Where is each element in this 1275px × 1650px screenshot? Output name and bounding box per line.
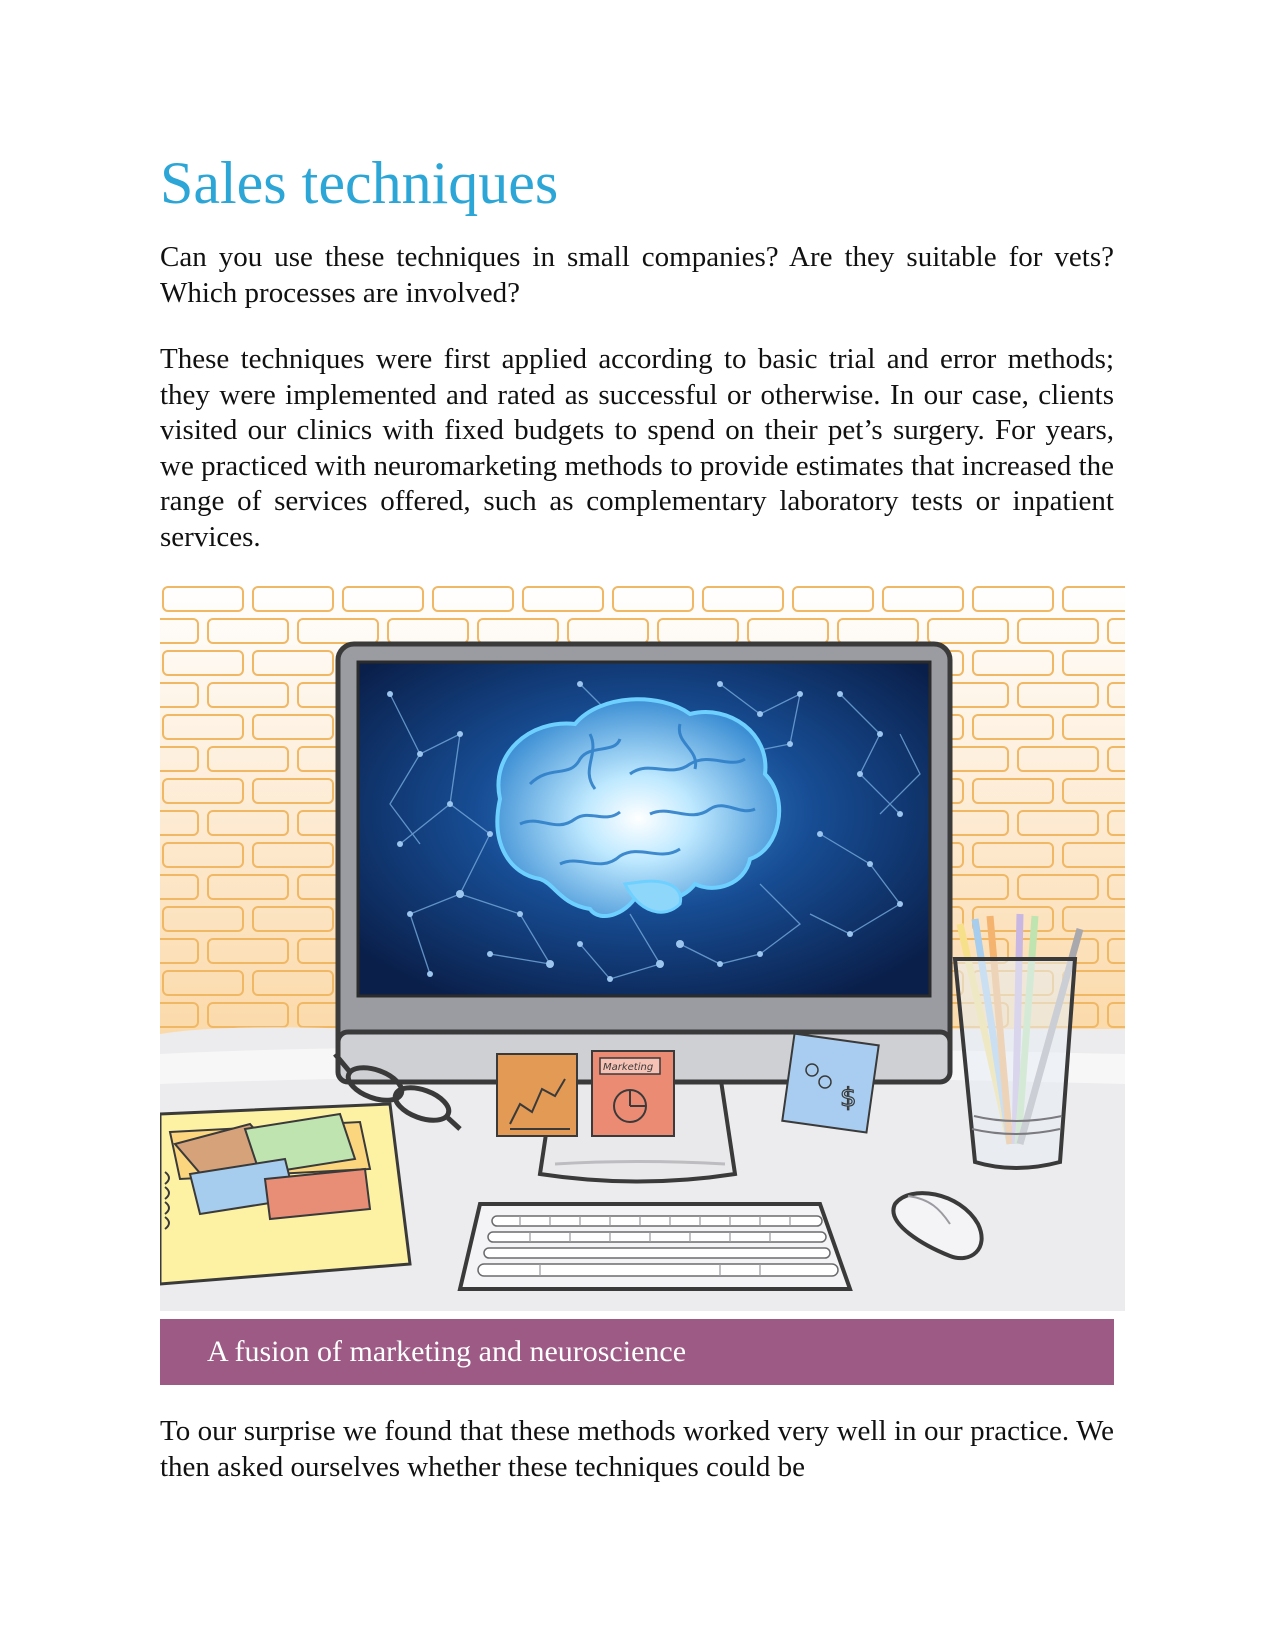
closing-paragraph: To our surprise we found that these methods worked very well in our practice. We then asked ourselves whether these techniques could be bbox=[160, 1415, 1114, 1483]
neuromarketing-illustration bbox=[160, 584, 1125, 1311]
intro-paragraph: Can you use these techniques in small companies? Are they suitable for vets? Which processes are involved? bbox=[160, 241, 1114, 309]
sticky-note-label: Marketing bbox=[603, 1062, 654, 1073]
page-title: Sales techniques bbox=[160, 150, 559, 216]
techniques-paragraph: These techniques were first applied according to basic trial and error methods; they were implemented and rated as successful or otherwise. In our case, clients visited our clinics with fixed budgets to spend on their pet’s surgery. For years, we practiced with neuromarketing methods to provide estimates that increased the range of services offered, such as complementary laboratory tests or inpatient services. bbox=[160, 343, 1114, 553]
svg-text:$: $ bbox=[840, 1083, 857, 1113]
figure-caption-bar bbox=[160, 1319, 1114, 1385]
figure-caption: A fusion of marketing and neuroscience bbox=[207, 1335, 687, 1368]
